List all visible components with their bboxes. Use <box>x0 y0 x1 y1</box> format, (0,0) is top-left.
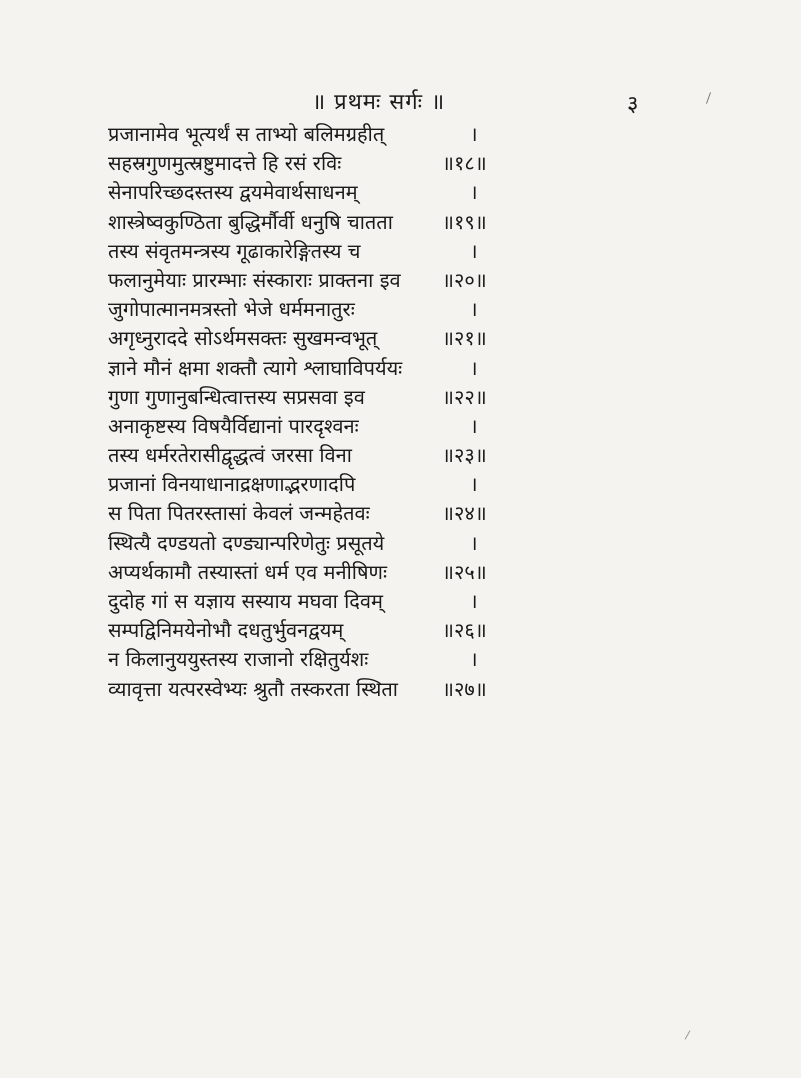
verse-number: ॥१८॥ <box>442 151 487 176</box>
verse-line <box>108 208 708 237</box>
verse-number: ॥२६॥ <box>442 618 487 643</box>
verse-line <box>108 266 708 295</box>
line-mark: । <box>470 238 478 263</box>
line-text: स पिता पितरस्तासां केवलं जन्महेतवः <box>108 501 370 526</box>
line-text: जुगोपात्मानमत्रस्तो भेजे धर्ममनातुरः <box>108 297 355 322</box>
line-text: तस्य संवृतमन्त्रस्य गूढाकारेङ्गितस्य च <box>108 238 361 263</box>
line-text: गुणा गुणानुबन्धित्वात्तस्य सप्रसवा इव <box>108 384 365 409</box>
verse-line <box>108 499 708 528</box>
verse-number: ॥२७॥ <box>442 676 487 701</box>
line-text: तस्य धर्मरतेरासीद्वृद्धत्वं जरसा विना <box>108 443 352 468</box>
page-header <box>0 86 801 116</box>
verse-line <box>108 529 708 558</box>
verse-line <box>108 675 708 704</box>
verse-line <box>108 324 708 353</box>
verse-line <box>108 383 708 412</box>
line-mark: । <box>470 122 478 146</box>
verse-line <box>108 149 708 178</box>
verse-number: ॥२२॥ <box>442 384 487 409</box>
line-mark: । <box>470 355 478 380</box>
line-text: अप्यर्थकामौ तस्यास्तां धर्म एव मनीषिणः <box>108 559 388 584</box>
line-text: न किलानुययुस्तस्य राजानो रक्षितुर्यशः <box>108 647 369 672</box>
verse-number: ॥२४॥ <box>442 501 487 526</box>
line-text: सम्पद्विनिमयेनोभौ दधतुर्भुवनद्वयम् <box>108 618 344 643</box>
verse-number: ॥१९॥ <box>442 209 487 234</box>
line-mark: । <box>470 180 478 205</box>
verse-block <box>108 120 708 704</box>
line-text: फलानुमेयाः प्रारम्भाः संस्काराः प्राक्तना इव <box>108 267 401 292</box>
line-text: ज्ञाने मौनं क्षमा शक्तौ त्यागे श्लाघाविपर्ययः <box>108 355 403 380</box>
verse-line <box>108 470 708 499</box>
line-text: स्थित्यै दण्डयतो दण्ड्यान्परिणेतुः प्रसूतये <box>108 530 385 555</box>
line-text: शास्त्रेष्वकुण्ठिता बुद्धिर्मौर्वी धनुषि चातता <box>108 209 393 234</box>
verse-line <box>108 178 708 207</box>
line-text: सहस्रगुणमुत्स्रष्टुमादत्ते हि रसं रविः <box>108 151 342 176</box>
page-number: ३ <box>627 92 639 117</box>
line-mark: । <box>470 413 478 438</box>
line-mark: । <box>470 589 478 613</box>
verse-line <box>108 120 708 149</box>
chapter-title: ॥ प्रथमः सर्गः ॥ <box>312 90 446 115</box>
verse-line <box>108 354 708 383</box>
verse-line <box>108 616 708 645</box>
verse-line <box>108 645 708 674</box>
line-text: प्रजानां विनयाधानाद्रक्षणाद्भरणादपि <box>108 472 356 497</box>
verse-line <box>108 587 708 616</box>
line-text: अनाकृष्टस्य विषयैर्विद्यानां पारदृश्वनः <box>108 413 359 438</box>
line-text: अगृध्नुराददे सोऽर्थमसक्तः सुखमन्वभूत् <box>108 326 378 351</box>
verse-line <box>108 237 708 266</box>
line-text: प्रजानामेव भूत्यर्थं स ताभ्यो बलिमग्रहीत् <box>108 122 385 146</box>
verse-line <box>108 295 708 324</box>
verse-number: ॥२५॥ <box>442 559 487 584</box>
line-mark: । <box>470 472 478 497</box>
line-mark: । <box>470 530 478 555</box>
line-text: दुदोह गां स यज्ञाय सस्याय मघवा दिवम् <box>108 589 383 613</box>
verse-line <box>108 441 708 470</box>
line-text: व्यावृत्ता यत्परस्वेभ्यः श्रुतौ तस्करता स्थिता <box>108 676 398 701</box>
verse-number: ॥२३॥ <box>442 443 487 468</box>
stray-mark <box>685 1030 691 1039</box>
verse-line <box>108 412 708 441</box>
verse-number: ॥२०॥ <box>442 267 487 292</box>
verse-number: ॥२१॥ <box>442 326 487 351</box>
line-text: सेनापरिच्छदस्तस्य द्वयमेवार्थसाधनम् <box>108 180 358 205</box>
line-mark: । <box>470 647 478 672</box>
line-mark: । <box>470 297 478 322</box>
verse-line <box>108 558 708 587</box>
